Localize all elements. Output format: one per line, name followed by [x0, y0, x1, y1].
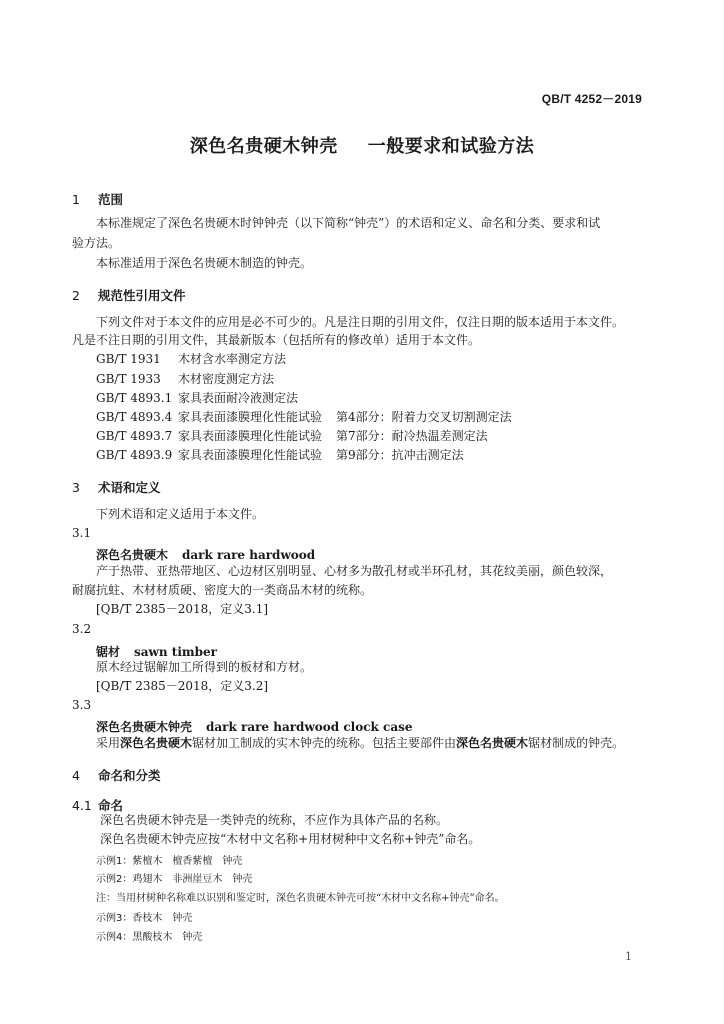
example-wood: 香枝木 — [132, 913, 163, 924]
section-1-para-1b: 验方法。 — [72, 236, 121, 250]
reference-title: 木材含水率测定方法 — [178, 352, 287, 366]
clause-number: 3.3 — [72, 698, 92, 712]
emphasis-run: 深色名贵硬木 — [120, 736, 193, 750]
example-species: 非洲崖豆木 — [172, 874, 223, 885]
term-definition-a: 产于热带、亚热带地区、心边材区别明显、心材多为散孔材或半环孔材，其花纹美丽，颜色较深， — [96, 564, 613, 578]
example-wood: 鸡翅木 — [132, 874, 163, 885]
reference-code: GB/T 4893.9 — [96, 448, 173, 462]
section-number: 4 — [72, 768, 80, 783]
text-run: 锯材加工制成的实木钟壳的统称。包括主要部件由 — [192, 736, 457, 750]
reference-code: GB/T 4893.1 — [96, 391, 173, 405]
reference-part: 第9部分：抗冲击测定法 — [336, 448, 464, 462]
text-run: 采用 — [96, 736, 121, 750]
section-title: 范围 — [98, 192, 124, 207]
section-number: 1 — [72, 192, 80, 207]
naming-note: 注：当用材树种名称难以识别和鉴定时，深色名贵硬木钟壳可按“木材中文名称+钟壳”命名。 — [96, 893, 505, 904]
page-number: 1 — [625, 950, 632, 963]
term-english: dark rare hardwood — [182, 548, 316, 562]
reference-title: 家具表面漆膜理化性能试验 — [178, 410, 323, 424]
reference-item — [96, 369, 274, 389]
example-label: 示例4： — [96, 932, 133, 943]
section-3-heading — [72, 478, 161, 496]
text-run: 锯材制成的钟壳。 — [528, 736, 625, 750]
section-1-para-2: 本标准适用于深色名贵硬木制造的钟壳。 — [96, 256, 313, 270]
title-main: 深色名贵硬木钟壳 — [189, 136, 338, 157]
section-title: 命名 — [98, 798, 124, 813]
section-2-para-1a: 下列文件对于本文件的应用是必不可少的。凡是注日期的引用文件，仅注日期的版本适用于本文件。 — [96, 315, 625, 329]
reference-item — [96, 349, 286, 369]
example-suffix: 钟壳 — [232, 874, 253, 885]
term-chinese: 锯材 — [96, 645, 121, 659]
section-number: 4.1 — [72, 798, 92, 813]
clause-number: 3.1 — [72, 526, 92, 540]
section-2-para-1b: 凡是不注日期的引用文件，其最新版本（包括所有的修改单）适用于本文件。 — [72, 333, 481, 347]
reference-title: 家具表面漆膜理化性能试验 — [178, 448, 323, 462]
reference-item — [96, 407, 512, 427]
example-suffix: 钟壳 — [172, 913, 193, 924]
example-suffix: 钟壳 — [222, 856, 243, 867]
reference-part: 第7部分：耐冷热温差测定法 — [336, 429, 488, 443]
reference-code: GB/T 1931 — [96, 352, 161, 366]
example-2 — [96, 870, 252, 885]
example-label: 示例3： — [96, 913, 133, 924]
clause-number: 3.2 — [72, 622, 92, 636]
reference-part: 第4部分：附着力交叉切割测定法 — [336, 410, 512, 424]
section-3-intro: 下列术语和定义适用于本文件。 — [96, 507, 265, 521]
term-definition — [96, 733, 624, 753]
reference-title: 家具表面漆膜理化性能试验 — [178, 429, 323, 443]
example-species: 檀香紫檀 — [172, 856, 213, 867]
section-2-heading — [72, 286, 186, 304]
term-source: [QB/T 2385－2018，定义3.1] — [96, 602, 269, 616]
reference-item — [96, 388, 298, 408]
reference-item — [96, 426, 488, 446]
naming-para-1: 深色名贵硬木钟壳是一类钟壳的统称，不应作为具体产品的名称。 — [100, 813, 449, 827]
reference-code: GB/T 4893.4 — [96, 410, 173, 424]
example-3 — [96, 909, 192, 924]
example-1 — [96, 852, 242, 867]
title-sub: 一般要求和试验方法 — [367, 136, 535, 157]
document-title — [0, 132, 724, 158]
reference-title: 家具表面耐冷液测定法 — [178, 391, 299, 405]
section-number: 3 — [72, 480, 80, 495]
section-title: 命名和分类 — [98, 768, 161, 783]
example-wood: 紫檀木 — [132, 856, 163, 867]
example-4 — [96, 928, 202, 943]
term-definition: 原木经过锯解加工所得到的板材和方材。 — [96, 660, 313, 674]
term-chinese: 深色名贵硬木钟壳 — [96, 720, 193, 734]
term-english: sawn timber — [134, 645, 217, 659]
reference-code: GB/T 1933 — [96, 372, 161, 386]
term-source: [QB/T 2385－2018，定义3.2] — [96, 679, 269, 693]
term-english: dark rare hardwood clock case — [206, 720, 413, 734]
naming-para-2: 深色名贵硬木钟壳应按“木材中文名称+用材树种中文名称+钟壳”命名。 — [100, 832, 481, 846]
example-suffix: 钟壳 — [182, 932, 203, 943]
emphasis-run: 深色名贵硬木 — [456, 736, 529, 750]
example-label: 示例2： — [96, 874, 133, 885]
reference-title: 木材密度测定方法 — [178, 372, 275, 386]
section-title: 术语和定义 — [98, 480, 161, 495]
term-chinese: 深色名贵硬木 — [96, 548, 169, 562]
reference-item — [96, 445, 464, 465]
example-wood: 黑酸枝木 — [132, 932, 173, 943]
section-1-para-1a: 本标准规定了深色名贵硬木时钟钟壳（以下简称“钟壳”）的术语和定义、命名和分类、要求和试 — [96, 216, 601, 230]
reference-code: GB/T 4893.7 — [96, 429, 173, 443]
standard-code: QB/T 4252－2019 — [541, 92, 642, 106]
section-1-heading — [72, 190, 123, 208]
example-label: 示例1： — [96, 856, 133, 867]
term-definition-b: 耐腐抗蛀、木材材质硬、密度大的一类商品木材的统称。 — [72, 583, 373, 597]
section-4-heading — [72, 766, 161, 784]
section-title: 规范性引用文件 — [98, 288, 186, 303]
section-number: 2 — [72, 288, 80, 303]
